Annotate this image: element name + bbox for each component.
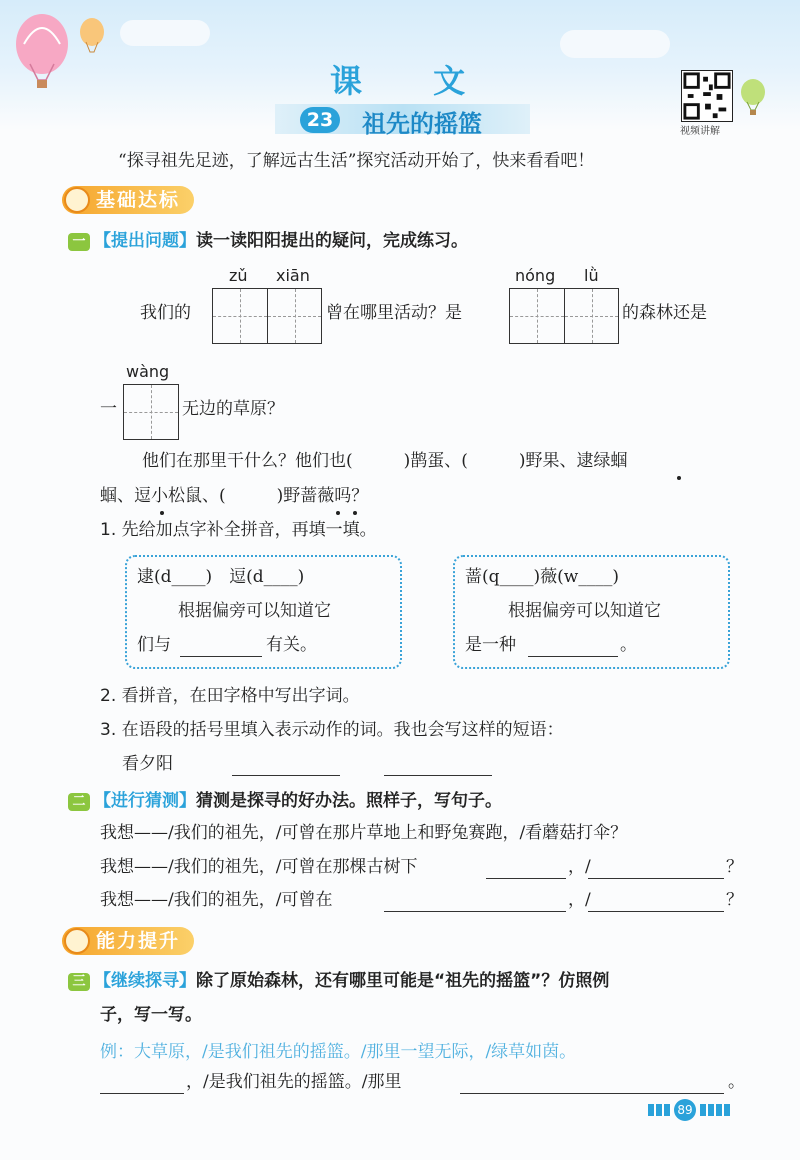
hint-text: 逮(d____) 逗(d____) [137, 567, 305, 587]
hint-text: 蔷(q____)薇(w____) [465, 567, 619, 587]
emphasis-dot [336, 511, 340, 515]
task-heading: 【进行猜测】猜测是探寻的好办法。照样子，写句子。 [94, 791, 502, 811]
emphasis-dot [160, 511, 164, 515]
pinyin-label: xiān [276, 266, 310, 285]
task-number-badge: 二 [68, 793, 90, 811]
task-heading-continued: 子，写一写。 [100, 1005, 202, 1025]
sentence-text: ，/ [568, 857, 591, 877]
emphasis-dot [353, 511, 357, 515]
hot-air-balloon-icon [10, 12, 110, 92]
sentence-text: 一 [100, 399, 117, 419]
task-number-badge: 三 [68, 973, 90, 991]
answer-blank[interactable] [528, 656, 618, 657]
sentence-text: 我们的 [140, 303, 191, 323]
page-number-decoration [700, 1104, 730, 1116]
example-sentence: 我想——/我们的祖先，/可曾在那片草地上和野兔赛跑，/看蘑菇打伞？ [100, 823, 628, 843]
book-icon [64, 928, 90, 954]
answer-blank[interactable] [100, 1093, 184, 1094]
example-phrase: 看夕阳 [122, 754, 173, 774]
hint-text: 有关。 [266, 635, 317, 655]
answer-blank[interactable] [588, 878, 724, 879]
answer-blank[interactable] [180, 656, 262, 657]
section-heading-basic: 基础达标 [62, 186, 194, 214]
sentence-text: ，/ [568, 890, 591, 910]
cloud-decoration [120, 20, 210, 46]
lesson-title: 祖先的摇篮 [362, 110, 482, 138]
task-number-badge: 一 [68, 233, 90, 251]
example-sentence: 例：大草原，/是我们祖先的摇篮。/那里一望无际，/绿草如茵。 [100, 1042, 577, 1062]
sentence-text: 。 [728, 1072, 745, 1092]
question-1: 1. 先给加点字补全拼音，再填一填。 [100, 520, 377, 540]
answer-blank[interactable] [384, 775, 492, 776]
sentence-text: 我想——/我们的祖先，/可曾在那棵古树下 [100, 857, 418, 877]
answer-blank[interactable] [460, 1093, 724, 1094]
hot-air-balloon-icon [738, 78, 768, 118]
sentence-text: ？ [726, 890, 743, 910]
answer-blank[interactable] [588, 911, 724, 912]
section-heading-advanced: 能力提升 [62, 927, 194, 955]
writing-grid-nonglu[interactable] [509, 288, 619, 344]
pinyin-label: nóng [515, 266, 556, 285]
pinyin-label: wàng [126, 362, 170, 381]
sentence-text: 无边的草原？ [182, 399, 284, 419]
qr-code-icon[interactable] [681, 70, 733, 122]
answer-blank[interactable] [384, 911, 566, 912]
page-number-decoration [648, 1104, 672, 1116]
page-number: 89 [674, 1099, 696, 1121]
lesson-number-badge: 23 [300, 107, 340, 133]
hint-text: 根据偏旁可以知道它 [178, 601, 331, 621]
passage-line: 蝈、逗小松鼠、( )野蔷薇吗？ [100, 486, 369, 506]
hint-text: 是一种 [465, 635, 516, 655]
emphasis-dot [677, 476, 681, 480]
hint-text: 根据偏旁可以知道它 [508, 601, 661, 621]
task-heading: 【提出问题】读一读阳阳提出的疑问，完成练习。 [94, 231, 468, 251]
answer-blank[interactable] [232, 775, 340, 776]
qr-label: 视频讲解 [680, 126, 720, 137]
question-2: 2. 看拼音，在田字格中写出字词。 [100, 686, 360, 706]
hint-text: 。 [620, 635, 637, 655]
intro-text: “探寻祖先足迹，了解远古生活”探究活动开始了，快来看看吧！ [118, 151, 595, 171]
writing-grid-wang[interactable] [123, 384, 179, 440]
sentence-text: 曾在哪里活动？是 [326, 303, 462, 323]
page-title: 课 文 [330, 62, 496, 100]
question-3: 3. 在语段的括号里填入表示动作的词。我也会写这样的短语： [100, 720, 564, 740]
cloud-decoration [560, 30, 670, 58]
sentence-text: ，/是我们祖先的摇篮。/那里 [186, 1072, 402, 1092]
sentence-text: ？ [726, 857, 743, 877]
answer-blank[interactable] [486, 878, 566, 879]
pinyin-label: zǔ [229, 266, 248, 285]
medal-icon [64, 187, 90, 213]
pinyin-label: lǜ [584, 266, 599, 285]
sentence-text: 的森林还是 [622, 303, 707, 323]
passage-line: 他们在那里干什么？他们也( )鹊蛋、( )野果、逮绿蝈 [142, 451, 628, 471]
sentence-text: 我想——/我们的祖先，/可曾在 [100, 890, 333, 910]
writing-grid-zuxian[interactable] [212, 288, 322, 344]
hint-text: 们与 [137, 635, 171, 655]
task-heading: 【继续探寻】除了原始森林，还有哪里可能是“祖先的摇篮”？仿照例 [94, 971, 610, 991]
